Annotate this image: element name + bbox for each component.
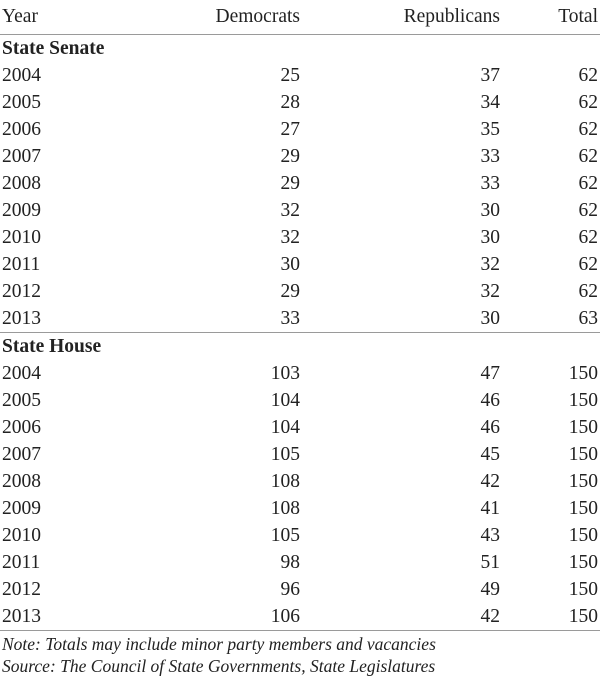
cell-total: 150 xyxy=(568,579,598,600)
cell-total: 150 xyxy=(568,390,598,411)
cell-democrats: 104 xyxy=(270,390,300,411)
cell-democrats: 104 xyxy=(270,417,300,438)
table-row xyxy=(0,414,600,441)
cell-total: 150 xyxy=(568,471,598,492)
col-header-total: Total xyxy=(558,6,598,27)
cell-republicans: 46 xyxy=(480,390,500,411)
cell-year: 2007 xyxy=(2,444,41,465)
table-row xyxy=(0,549,600,576)
cell-total: 150 xyxy=(568,525,598,546)
table-row xyxy=(0,522,600,549)
cell-democrats: 106 xyxy=(270,606,300,627)
cell-year: 2006 xyxy=(2,119,41,140)
cell-republicans: 41 xyxy=(480,498,500,519)
cell-democrats: 29 xyxy=(280,173,300,194)
cell-democrats: 29 xyxy=(280,281,300,302)
cell-total: 62 xyxy=(578,92,598,113)
cell-year: 2013 xyxy=(2,308,41,329)
table-row xyxy=(0,89,600,116)
cell-year: 2012 xyxy=(2,281,41,302)
cell-total: 150 xyxy=(568,417,598,438)
senate-section xyxy=(0,35,600,63)
section-heading-row xyxy=(0,333,600,361)
cell-year: 2004 xyxy=(2,65,41,86)
table-row xyxy=(0,278,600,305)
col-header-democrats: Democrats xyxy=(215,6,300,27)
cell-year: 2013 xyxy=(2,606,41,627)
cell-total: 150 xyxy=(568,552,598,573)
cell-republicans: 33 xyxy=(480,173,500,194)
cell-republicans: 33 xyxy=(480,146,500,167)
cell-year: 2009 xyxy=(2,498,41,519)
cell-total: 62 xyxy=(578,281,598,302)
cell-democrats: 32 xyxy=(280,227,300,248)
section-title-senate: State Senate xyxy=(2,38,105,59)
table-notes xyxy=(0,633,600,677)
cell-total: 150 xyxy=(568,444,598,465)
cell-total: 150 xyxy=(568,498,598,519)
table-row xyxy=(0,197,600,224)
cell-total: 63 xyxy=(578,308,598,329)
cell-year: 2005 xyxy=(2,390,41,411)
cell-democrats: 32 xyxy=(280,200,300,221)
cell-republicans: 49 xyxy=(480,579,500,600)
cell-democrats: 105 xyxy=(270,444,300,465)
cell-year: 2007 xyxy=(2,146,41,167)
table-row xyxy=(0,305,600,333)
table-row xyxy=(0,468,600,495)
col-header-year: Year xyxy=(2,6,38,27)
cell-republicans: 35 xyxy=(480,119,500,140)
section-heading-row xyxy=(0,35,600,63)
note-text: Note: Totals may include minor party members and vacancies xyxy=(2,634,436,654)
cell-democrats: 96 xyxy=(280,579,300,600)
cell-year: 2012 xyxy=(2,579,41,600)
table-row xyxy=(0,170,600,197)
table-row xyxy=(0,441,600,468)
table-row xyxy=(0,387,600,414)
header-row xyxy=(0,0,600,35)
cell-total: 62 xyxy=(578,200,598,221)
cell-republicans: 43 xyxy=(480,525,500,546)
house-section xyxy=(0,333,600,361)
table-row xyxy=(0,360,600,387)
cell-year: 2005 xyxy=(2,92,41,113)
cell-democrats: 98 xyxy=(280,552,300,573)
cell-democrats: 103 xyxy=(270,363,300,384)
cell-year: 2009 xyxy=(2,200,41,221)
cell-democrats: 108 xyxy=(270,471,300,492)
cell-republicans: 46 xyxy=(480,417,500,438)
table-row xyxy=(0,576,600,603)
cell-total: 150 xyxy=(568,363,598,384)
cell-democrats: 105 xyxy=(270,525,300,546)
table-row xyxy=(0,143,600,170)
cell-republicans: 45 xyxy=(480,444,500,465)
cell-republicans: 30 xyxy=(480,200,500,221)
cell-total: 62 xyxy=(578,65,598,86)
cell-year: 2011 xyxy=(2,552,41,573)
table-header xyxy=(0,0,600,35)
cell-democrats: 27 xyxy=(280,119,300,140)
cell-republicans: 32 xyxy=(480,254,500,275)
table-row xyxy=(0,62,600,89)
cell-republicans: 34 xyxy=(480,92,500,113)
cell-republicans: 51 xyxy=(480,552,500,573)
cell-democrats: 108 xyxy=(270,498,300,519)
cell-democrats: 29 xyxy=(280,146,300,167)
table-row xyxy=(0,116,600,143)
cell-democrats: 33 xyxy=(280,308,300,329)
table-row xyxy=(0,603,600,631)
cell-total: 62 xyxy=(578,146,598,167)
col-header-republicans: Republicans xyxy=(403,6,500,27)
cell-year: 2008 xyxy=(2,471,41,492)
cell-total: 62 xyxy=(578,173,598,194)
cell-republicans: 42 xyxy=(480,471,500,492)
table-row xyxy=(0,224,600,251)
cell-republicans: 47 xyxy=(480,363,500,384)
cell-total: 62 xyxy=(578,227,598,248)
house-rows xyxy=(0,360,600,631)
cell-year: 2006 xyxy=(2,417,41,438)
cell-total: 62 xyxy=(578,119,598,140)
cell-year: 2010 xyxy=(2,227,41,248)
cell-republicans: 37 xyxy=(480,65,500,86)
cell-year: 2004 xyxy=(2,363,41,384)
cell-democrats: 25 xyxy=(280,65,300,86)
cell-year: 2008 xyxy=(2,173,41,194)
cell-total: 150 xyxy=(568,606,598,627)
section-title-house: State House xyxy=(2,336,102,357)
table-row xyxy=(0,495,600,522)
source-text: Source: The Council of State Governments, State Legislatures xyxy=(2,656,436,676)
cell-republicans: 42 xyxy=(480,606,500,627)
cell-democrats: 28 xyxy=(280,92,300,113)
cell-republicans: 30 xyxy=(480,227,500,248)
table-row xyxy=(0,251,600,278)
cell-republicans: 32 xyxy=(480,281,500,302)
cell-year: 2011 xyxy=(2,254,41,275)
cell-total: 62 xyxy=(578,254,598,275)
cell-republicans: 30 xyxy=(480,308,500,329)
senate-rows xyxy=(0,62,600,333)
cell-year: 2010 xyxy=(2,525,41,546)
cell-democrats: 30 xyxy=(280,254,300,275)
